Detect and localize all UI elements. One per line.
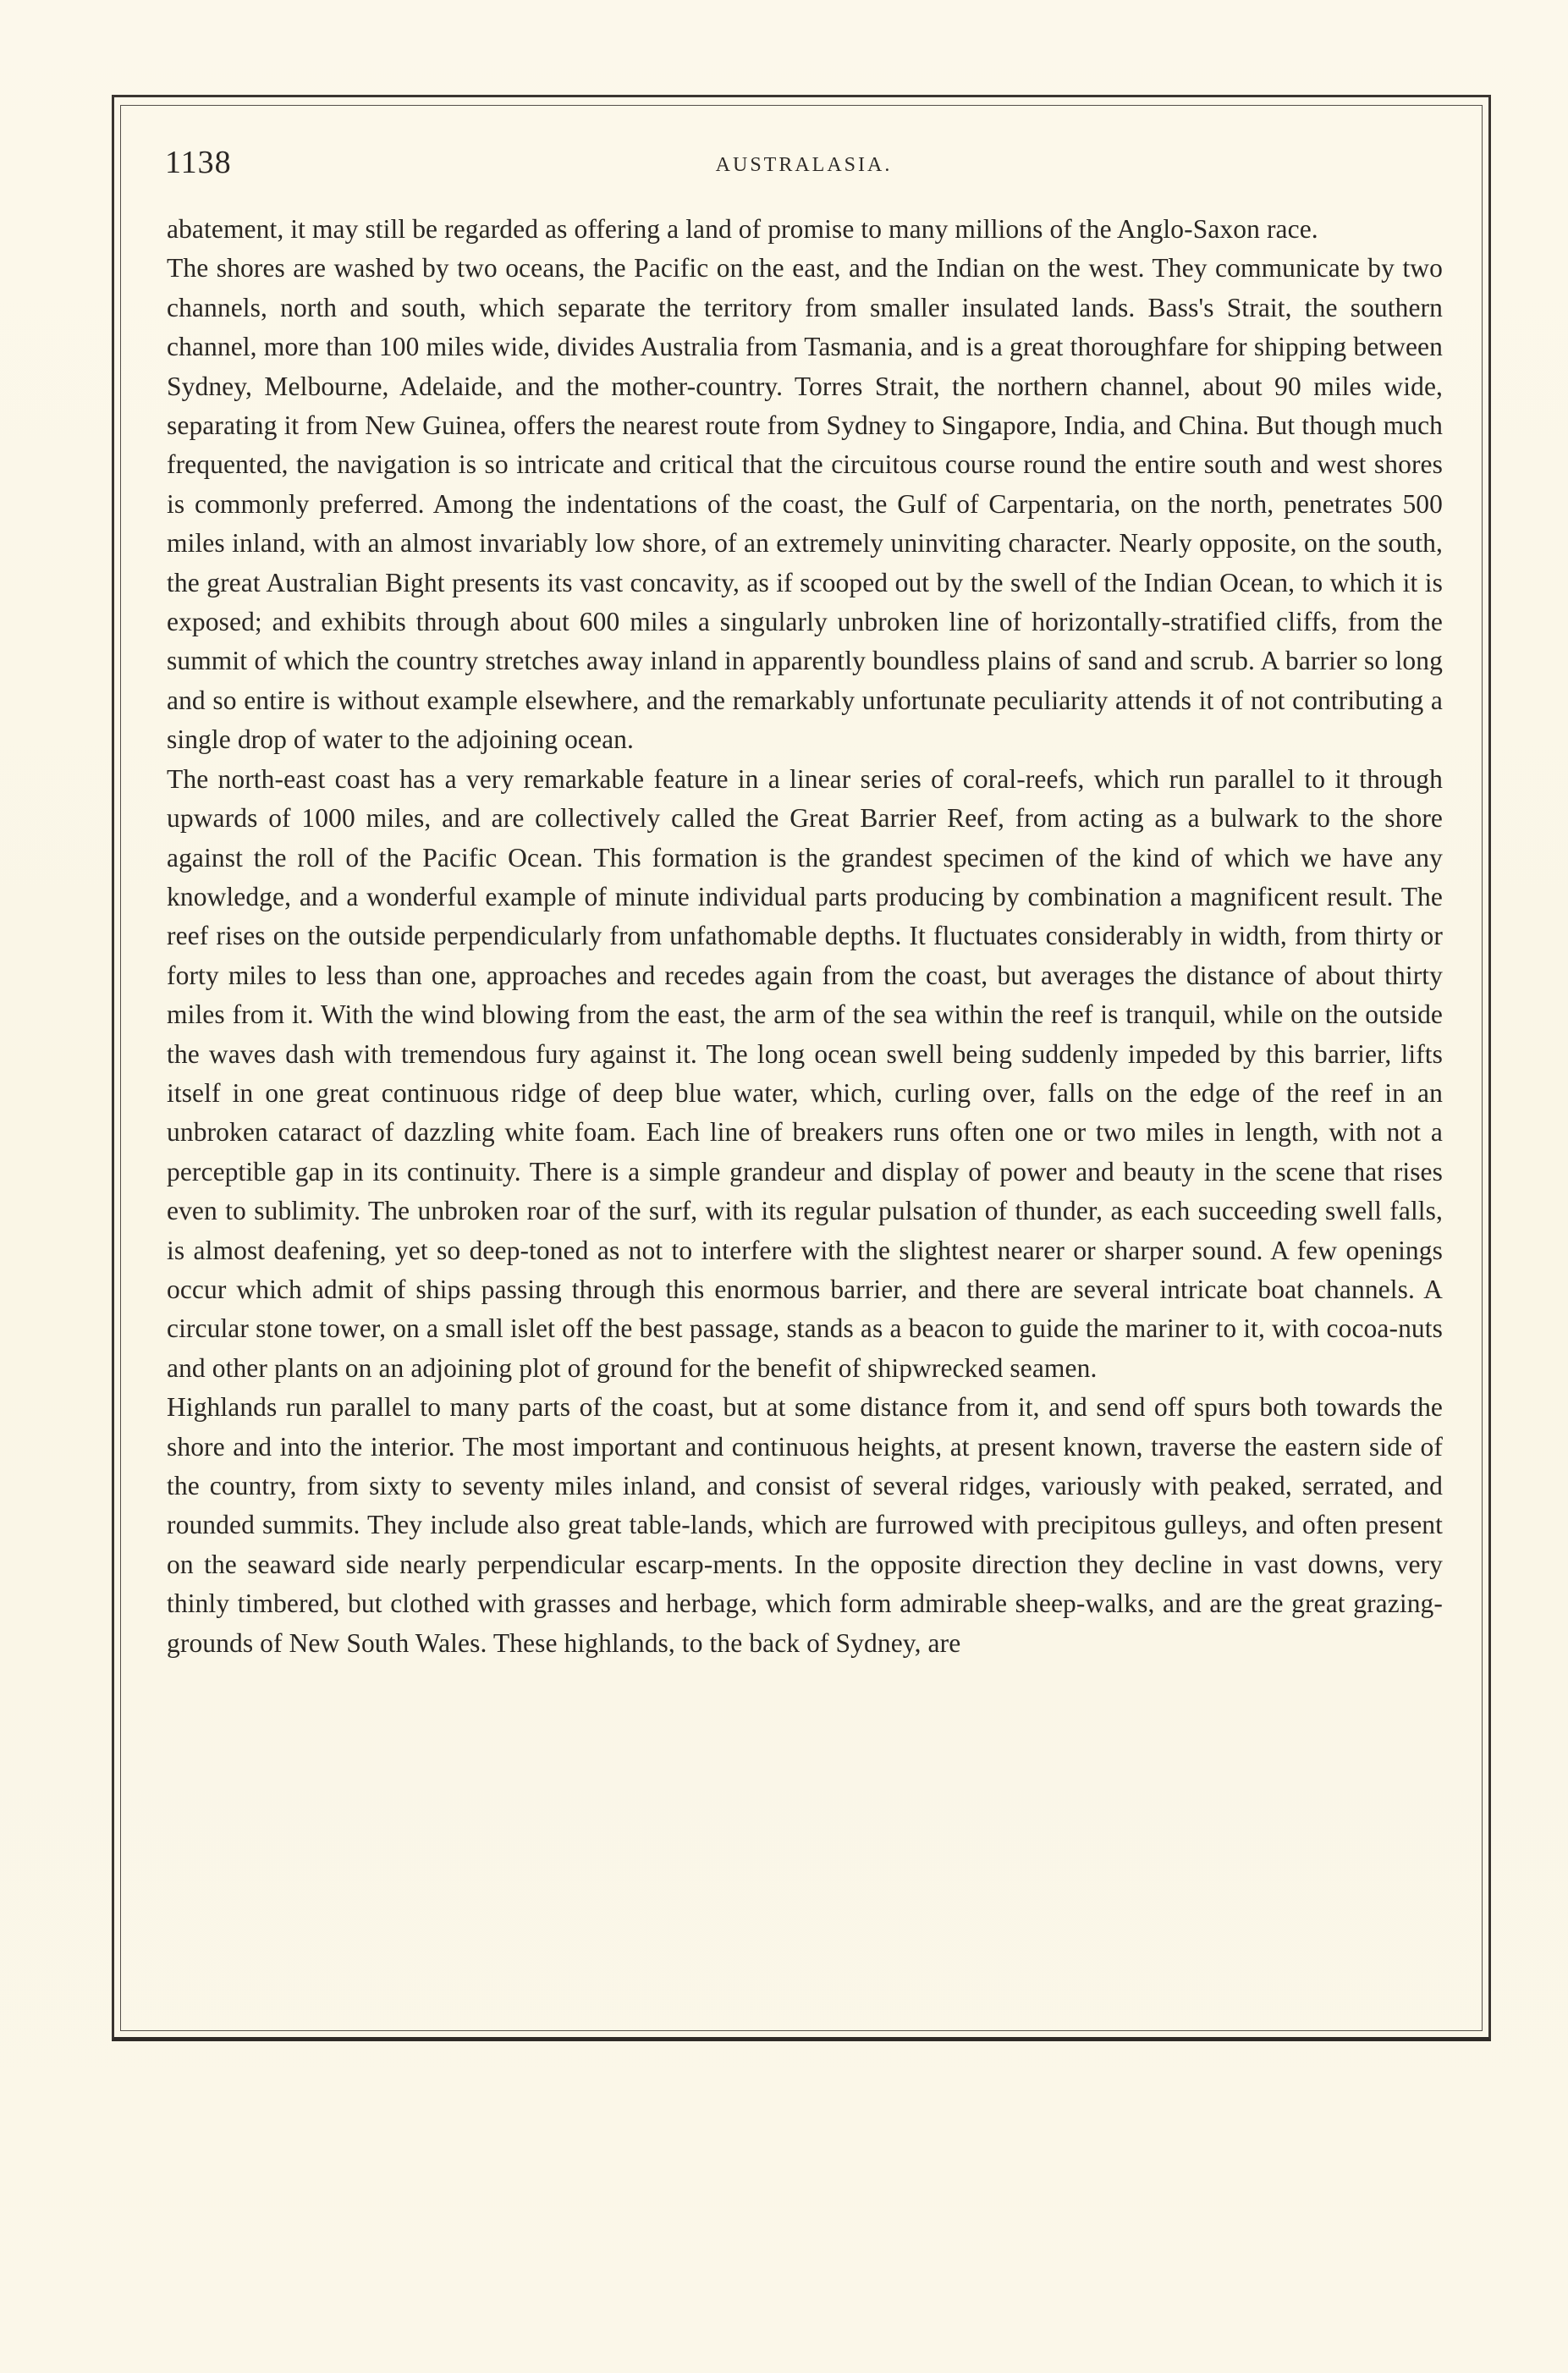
- page-number: 1138: [165, 145, 232, 180]
- paragraph-4: Highlands run parallel to many parts of the coast, but at some distance from it, and send off spurs both towards the shore and into the interior. The most important and continuous heights, at present known, traverse the eastern side of the country, from sixty to seventy miles inland, and consist of several ridges, variously with peaked, serrated, and rounded summits. They include also great table-lands, which are furrowed with precipitous gulleys, and often present on the seaward side nearly perpendicular escarp-ments. In the opposite direction they decline in vast downs, very thinly timbered, but clothed with grasses and herbage, which form admirable sheep-walks, and are the great grazing-grounds of New South Wales. These highlands, to the back of Sydney, are: [167, 1392, 1443, 1658]
- paragraph-3: The north-east coast has a very remarkable feature in a linear series of coral-reefs, which run parallel to it through upwards of 1000 miles, and are collectively called the Great Barrier Reef, from acting as a bulwark to the shore against the roll of the Pacific Ocean. This formation is the grandest specimen of the kind of which we have any knowledge, and a wonderful example of minute individual parts producing by combination a magnificent result. The reef rises on the outside perpendicularly from unfathomable depths. It fluctuates considerably in width, from thirty or forty miles to less than one, approaches and recedes again from the coast, but averages the distance of about thirty miles from it. With the wind blowing from the east, the arm of the sea within the reef is tranquil, while on the outside the waves dash with tremendous fury against it. The long ocean swell being suddenly impeded by this barrier, lifts itself in one great continuous ridge of deep blue water, which, curling over, falls on the edge of the reef in an unbroken cataract of dazzling white foam. Each line of breakers runs often one or two miles in length, with not a perceptible gap in its continuity. There is a simple grandeur and display of power and beauty in the scene that rises even to sublimity. The unbroken roar of the surf, with its regular pulsation of thunder, as each succeeding swell falls, is almost deafening, yet so deep-toned as not to interfere with the slightest nearer or sharper sound. A few openings occur which admit of ships passing through this enormous barrier, and there are several intricate boat channels. A circular stone tower, on a small islet off the best passage, stands as a beacon to guide the mariner to it, with cocoa-nuts and other plants on an adjoining plot of ground for the benefit of shipwrecked seamen.: [167, 763, 1443, 1383]
- paragraph-1: abatement, it may still be regarded as offering a land of promise to many millions of the Anglo-Saxon race.: [167, 214, 1318, 244]
- running-head: AUSTRALASIA.: [715, 154, 893, 176]
- page-header: [165, 144, 1443, 195]
- paragraph-2: The shores are washed by two oceans, the Pacific on the east, and the Indian on the west. They communicate by two channels, north and south, which separate the territory from smaller insulated lands. Bass's Strait, the southern channel, more than 100 miles wide, divides Australia from Tasmania, and is a great thoroughfare for shipping between Sydney, Melbourne, Adelaide, and the mother-country. Torres Strait, the northern channel, about 90 miles wide, separating it from New Guinea, offers the nearest route from Sydney to Singapore, India, and China. But though much frequented, the navigation is so intricate and critical that the circuitous course round the entire south and west shores is commonly preferred. Among the indentations of the coast, the Gulf of Carpentaria, on the north, penetrates 500 miles inland, with an almost invariably low shore, of an extremely uninviting character. Nearly opposite, on the south, the great Australian Bight presents its vast concavity, as if scooped out by the swell of the Indian Ocean, to which it is exposed; and exhibits through about 600 miles a singularly unbroken line of horizontally-stratified cliffs, from the summit of which the country stretches away inland in apparently boundless plains of sand and scrub. A barrier so long and so entire is without example elsewhere, and the remarkably unfortunate peculiarity attends it of not contributing a single drop of water to the adjoining ocean.: [167, 253, 1443, 755]
- body-text: [167, 210, 1443, 1663]
